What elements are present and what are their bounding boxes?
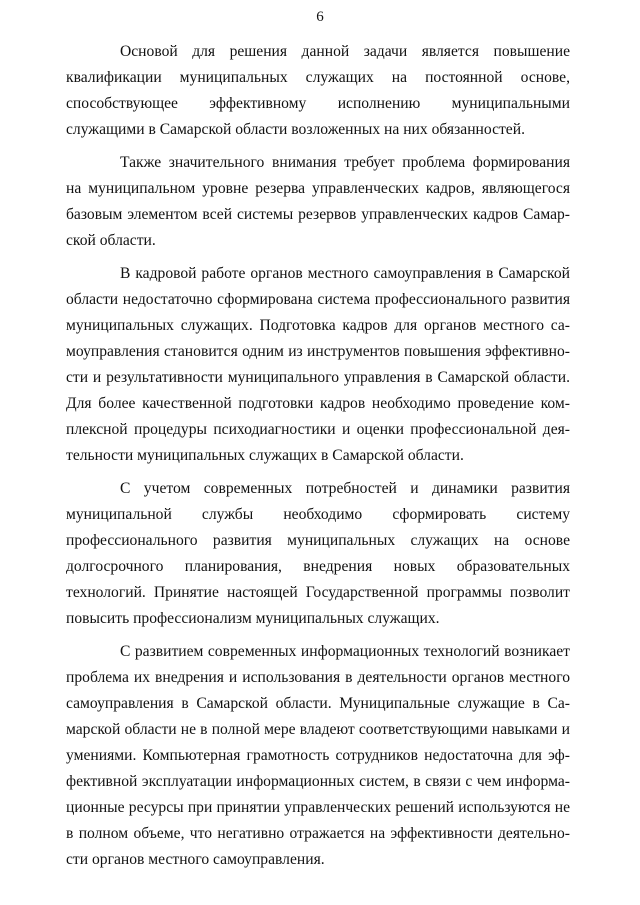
- paragraph-1: Основой для решения данной задачи является повышение квалификации муниципальных служащих на постоянной основе, способствующее эффективному исполнению муниципальными служащими в Самарской области возложенных на них обязанностей.: [66, 43, 570, 138]
- paragraph-4: С учетом современных потребностей и динамики развития муниципальной службы необходимо сформировать систему профессионального развития муниципальных служащих на основе долгосрочного планирования, внедрения новых образовательных технологий. Принятие настоящей Государственной программы позволит повысить профессионализм муниципальных служащих.: [66, 480, 570, 627]
- paragraph-2: Также значительного внимания требует проблема формирования на муниципальном уровне резерва управленческих кадров, являющегося базовым элементом всей системы резервов управленческих кадров Самарской области.: [66, 154, 570, 249]
- paragraph-3: В кадровой работе органов местного самоуправления в Самарской области недостаточно сформирована система профессионального развития муниципальных служащих. Подготовка кадров для органов местного самоуправления становится одним из инструментов повышения эффективности и результативности муниципального управления в Самарской области. Для более качественной подготовки кадров необходимо проведение комплексной процедуры психодиагностики и оценки профессиональной деятельности муниципальных служащих в Самарской области.: [66, 265, 570, 464]
- paragraph-5: С развитием современных информационных технологий возникает проблема их внедрения и использования в деятельности органов местного самоуправления в Самарской области. Муниципальные служащие в Самарской области не в полной мере владеют соответствующими навыками и умениями. Компьютерная грамотность сотрудников недостаточна для эффективной эксплуатации информационных систем, в связи с чем информационные ресурсы при принятии управленческих решений используются не в полном объеме, что негативно отражается на эффективности деятельности органов местного самоуправления.: [66, 643, 570, 868]
- page-number: 6: [316, 9, 324, 25]
- body-text: [66, 39, 570, 880]
